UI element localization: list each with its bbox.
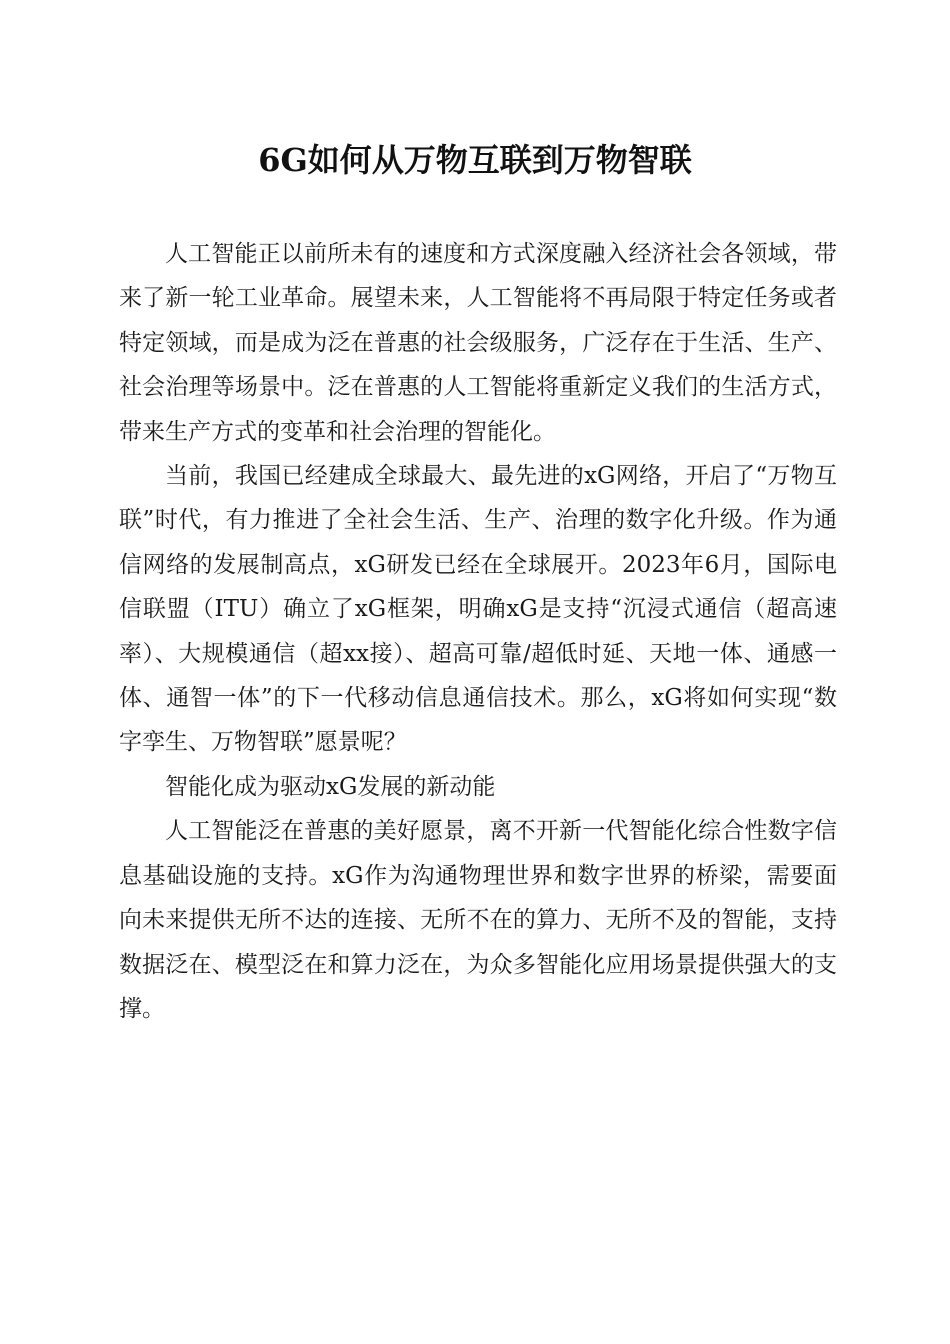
document-body (119, 232, 837, 1031)
section-heading: 智能化成为驱动xG发展的新动能 (165, 773, 496, 800)
page-title: 6G如何从万物互联到万物智联 (258, 141, 692, 179)
paragraph: 人工智能泛在普惠的美好愿景，离不开新一代智能化综合性数字信息基础设施的支持。xG作为沟通物理世界和数字世界的桥梁，需要面向未来提供无所不达的连接、无所不在的算力、无所不及的智能，支持数据泛在、模型泛在和算力泛在，为众多智能化应用场景提供强大的支撑。 (119, 818, 837, 1022)
paragraph: 当前，我国已经建成全球最大、最先进的xG网络，开启了“万物互联”时代，有力推进了全社会生活、生产、治理的数字化升级。作为通信网络的发展制高点，xG研发已经在全球展开。2023年6月，国际电信联盟（ITU）确立了xG框架，明确xG是支持“沉浸式通信（超高速率）、大规模通信（超xx接）、超高可靠/超低时延、天地一体、通感一体、通智一体”的下一代移动信息通信技术。那么，xG将如何实现“数字孪生、万物智联”愿景呢？ (119, 463, 837, 756)
paragraph: 人工智能正以前所未有的速度和方式深度融入经济社会各领域，带来了新一轮工业革命。展望未来，人工智能将不再局限于特定任务或者特定领域，而是成为泛在普惠的社会级服务，广泛存在于生活、生产、社会治理等场景中。泛在普惠的人工智能将重新定义我们的生活方式，带来生产方式的变革和社会治理的智能化。 (119, 241, 837, 445)
